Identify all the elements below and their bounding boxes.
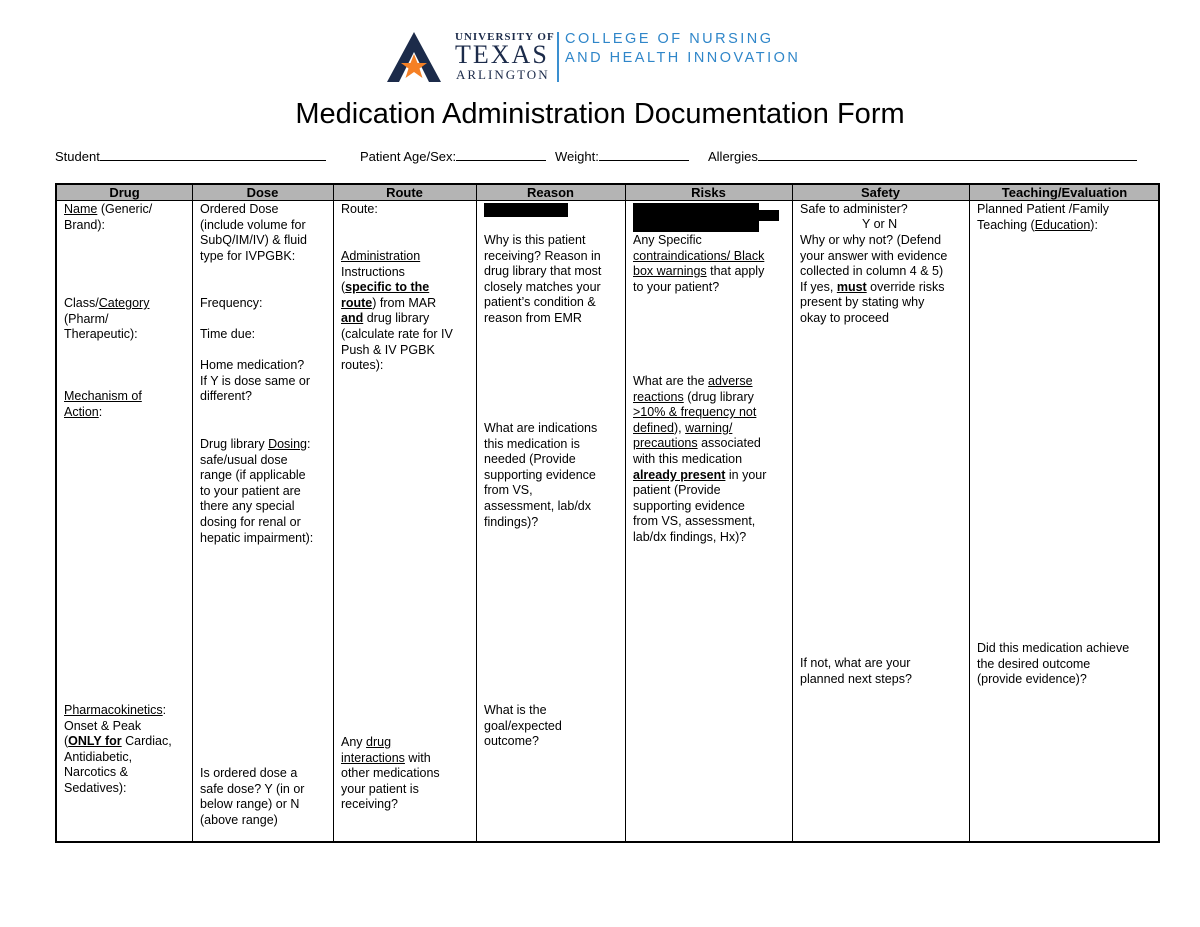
dose-ordered-prompt: Ordered Dose (include volume for SubQ/IM/IV) & fluid type for IVPGBK: xyxy=(200,202,307,263)
dose-library-prompt: Drug library Dosing: safe/usual dose range (if applicable to your patient are there any special dosing for renal or hepatic impairment): xyxy=(200,437,314,545)
safety-next-steps-prompt: If not, what are your planned next steps? xyxy=(800,656,912,686)
risks-contra-prompt: Any Specific contraindications/ Black box warnings that apply to your patient? xyxy=(633,233,765,294)
risks-adverse-prompt: What are the adverse reactions (drug library >10% & frequency not defined), warning/ precautions associated with this medication already present in your patient (Provide supporting evidence from VS, assessment, lab/dx findings, Hx)? xyxy=(633,374,767,544)
column-divider xyxy=(192,185,193,841)
logo-university-of: UNIVERSITY OF xyxy=(455,31,555,43)
reason-goal-prompt: What is the goal/expected outcome? xyxy=(484,703,562,749)
age-sex-blank[interactable] xyxy=(456,148,546,161)
header-teaching: Teaching/Evaluation xyxy=(1001,185,1128,200)
allergies-label: Allergies xyxy=(708,149,758,164)
route-prompt: Route: xyxy=(341,202,378,216)
header-route: Route xyxy=(386,185,423,200)
reason-why-prompt: Why is this patient receiving? Reason in drug library that most closely matches your patient’s condition & reason from EMR xyxy=(484,233,602,325)
logo-divider xyxy=(557,32,559,82)
age-sex-label: Patient Age/Sex: xyxy=(360,149,457,164)
redaction-box xyxy=(633,218,759,232)
dose-home-prompt: Home medication? If Y is dose same or different? xyxy=(200,358,311,404)
route-admin-prompt: Administration Instructions (specific to the route) from MAR and drug library (calculate rate for IV Push & IV PGBK routes): xyxy=(341,249,453,373)
drug-class-prompt: Class/Category (Pharm/ Therapeutic): xyxy=(64,296,150,342)
dose-safe-prompt: Is ordered dose a safe dose? Y (in or below range) or N (above range) xyxy=(200,766,305,827)
teaching-prompt: Planned Patient /Family Teaching (Education): xyxy=(977,202,1110,232)
student-field[interactable] xyxy=(55,148,326,164)
safety-y-or-n: Y or N xyxy=(862,217,898,231)
logo-arlington: ARLINGTON xyxy=(456,67,550,82)
safety-administer-prompt: Safe to administer? xyxy=(800,202,908,216)
column-divider xyxy=(333,185,334,841)
safety-why-prompt: Why or why not? (Defend your answer with evidence collected in column 4 & 5) If yes, must override risks present by stating why okay to proceed xyxy=(800,233,948,325)
column-divider xyxy=(625,185,626,841)
column-divider xyxy=(969,185,970,841)
medication-table xyxy=(55,183,1160,843)
drug-moa-prompt: Mechanism of Action: xyxy=(64,389,142,419)
reason-indications-prompt: What are indications this medication is needed (Provide supporting evidence from VS, assessment, lab/dx findings)? xyxy=(484,421,598,529)
student-blank[interactable] xyxy=(100,148,326,161)
logo-texas: TEXAS xyxy=(455,40,549,69)
logo-college-line2: AND HEALTH INNOVATION xyxy=(565,50,801,66)
header-drug: Drug xyxy=(109,185,140,200)
route-interactions-prompt: Any drug interactions with other medications your patient is receiving? xyxy=(341,735,440,812)
uta-logo xyxy=(385,30,825,86)
dose-time-prompt: Time due: xyxy=(200,327,256,341)
teaching-outcome-prompt: Did this medication achieve the desired outcome (provide evidence)? xyxy=(977,641,1130,687)
allergies-field[interactable] xyxy=(708,148,1137,164)
header-reason: Reason xyxy=(527,185,574,200)
redaction-box xyxy=(484,203,568,217)
header-safety: Safety xyxy=(860,185,901,200)
logo-college-line1: COLLEGE OF NURSING xyxy=(565,31,774,47)
page-title: Medication Administration Documentation Form xyxy=(295,98,905,130)
weight-blank[interactable] xyxy=(599,148,689,161)
weight-label: Weight: xyxy=(555,149,599,164)
age-sex-field[interactable] xyxy=(360,148,546,164)
drug-pk-prompt: Pharmacokinetics: Onset & Peak (ONLY for Cardiac, Antidiabetic, Narcotics & Sedatives): xyxy=(64,703,172,795)
column-divider xyxy=(476,185,477,841)
dose-frequency-prompt: Frequency: xyxy=(200,296,263,310)
header-risks: Risks xyxy=(691,185,726,200)
column-divider xyxy=(792,185,793,841)
uta-star-a-icon xyxy=(385,30,443,84)
drug-name-prompt: Name (Generic/ Brand): xyxy=(64,202,153,232)
weight-field[interactable] xyxy=(555,148,689,164)
header-dose: Dose xyxy=(246,185,279,200)
allergies-blank[interactable] xyxy=(758,148,1137,161)
student-label: Student xyxy=(55,149,100,164)
